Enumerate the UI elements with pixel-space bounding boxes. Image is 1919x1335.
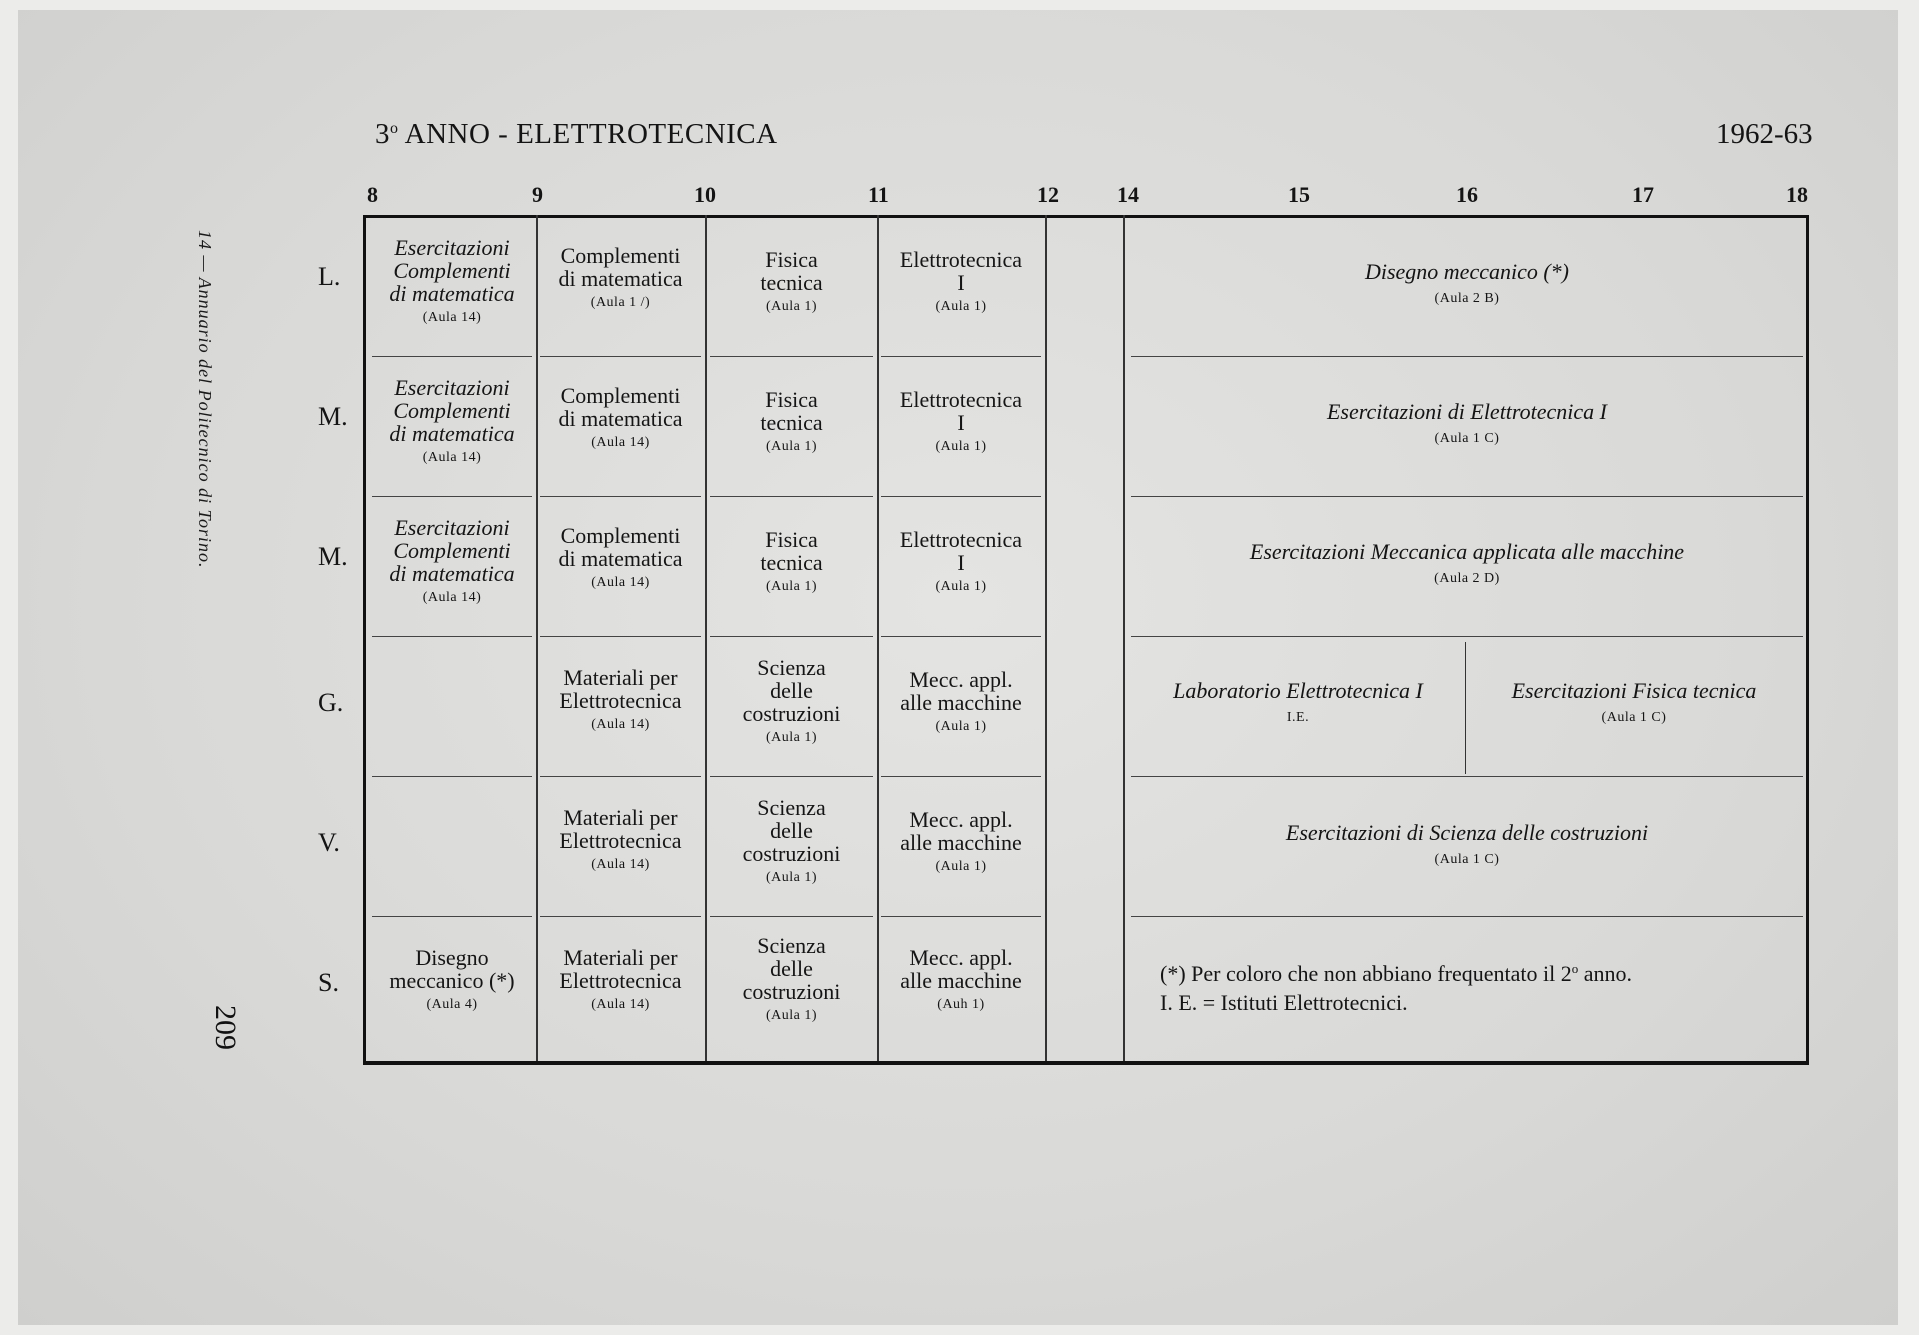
room-label: (Aula 1) (935, 439, 987, 455)
hour-label-9: 9 (532, 182, 543, 207)
day-label-sabato: S. (318, 968, 339, 997)
cell-line: Scienza (757, 655, 826, 680)
footnote-1-ordinal: o (1571, 961, 1579, 976)
cell-mercoledi-afternoon (1131, 539, 1803, 587)
cell-line: Fisica (765, 387, 818, 412)
cell-martedi-10 (708, 388, 875, 455)
hour-label-17: 17 (1632, 182, 1654, 207)
room-label: (Aula 4) (426, 997, 478, 1013)
column-divider (877, 215, 879, 1061)
cell-martedi-9 (538, 384, 703, 451)
row-divider (710, 916, 873, 917)
cell-line: Complementi (393, 538, 511, 564)
row-divider (1131, 636, 1803, 637)
cell-lunedi-8 (370, 236, 534, 326)
room-label: (Aula 1) (765, 299, 818, 315)
row-divider (881, 916, 1041, 917)
cell-sabato-8 (370, 946, 534, 1013)
cell-line: di matematica (389, 281, 515, 307)
cell-line: Elettrotecnica (899, 247, 1023, 272)
cell-line: Elettrotecnica (899, 387, 1023, 412)
room-label: (Aula 14) (591, 717, 650, 733)
cell-line: di matematica (389, 421, 515, 447)
row-divider (540, 496, 701, 497)
room-label: (Aula 1) (765, 439, 818, 455)
room-label: (Aula 1) (765, 870, 818, 886)
row-divider (372, 776, 532, 777)
cell-line: meccanico (*) (389, 968, 515, 994)
cell-line: tecnica (760, 270, 823, 296)
room-label: (Aula 14) (591, 857, 650, 873)
row-divider (881, 636, 1041, 637)
cell-venerdi-11 (879, 808, 1043, 875)
row-divider (710, 776, 873, 777)
row-divider (540, 356, 701, 357)
cell-line: Complementi (560, 523, 681, 548)
row-divider (372, 636, 532, 637)
cell-venerdi-afternoon (1131, 820, 1803, 868)
title-ordinal: o (390, 120, 399, 137)
title-number: 3 (375, 118, 390, 150)
day-label-martedi: M. (318, 402, 348, 431)
room-label: (Aula 1) (765, 579, 818, 595)
hour-label-11: 11 (868, 182, 889, 207)
cell-venerdi-10 (708, 796, 875, 886)
footnote-1-end: anno. (1578, 961, 1633, 986)
cell-line: Esercitazioni (394, 375, 510, 400)
cell-line: Scienza (757, 933, 826, 958)
cell-line: Complementi (560, 383, 681, 408)
cell-line: costruzioni (742, 979, 841, 1005)
page-number: 209 (209, 1005, 242, 1050)
cell-line: I (957, 410, 965, 436)
cell-line: Complementi (393, 398, 511, 424)
cell-sabato-9 (538, 946, 703, 1013)
row-divider (710, 356, 873, 357)
academic-year: 1962-63 (1716, 118, 1813, 150)
cell-lunedi-afternoon (1131, 259, 1803, 307)
cell-martedi-11 (879, 388, 1043, 455)
cell-martedi-8 (370, 376, 534, 466)
cell-line: Disegno (415, 945, 489, 970)
row-divider (540, 636, 701, 637)
footnote-1-text: (*) Per coloro che non abbiano frequentato il 2 (1160, 961, 1572, 986)
room-label: (Aula 1 C) (1434, 852, 1500, 867)
cell-line: Disegno meccanico (*) (1364, 259, 1570, 284)
cell-line: delle (770, 956, 813, 982)
cell-line: Laboratorio Elettrotecnica I (1173, 678, 1423, 703)
cell-line: Elettrotecnica (559, 828, 682, 854)
cell-line: tecnica (760, 550, 823, 576)
cell-line: delle (770, 678, 813, 704)
room-label: (Aula 14) (591, 997, 650, 1013)
cell-line: I (957, 270, 965, 296)
cell-line: Scienza (757, 795, 826, 820)
row-divider (372, 356, 532, 357)
row-divider (1131, 356, 1803, 357)
cell-line: Mecc. appl. (909, 945, 1013, 970)
cell-giovedi-11 (879, 668, 1043, 735)
row-divider (372, 496, 532, 497)
row-divider (710, 496, 873, 497)
cell-line: Complementi (560, 243, 681, 268)
cell-mercoledi-9 (538, 524, 703, 591)
room-label: (Aula 1) (935, 719, 987, 735)
row-divider (540, 916, 701, 917)
room-label: (Aula 14) (422, 590, 482, 606)
cell-line: Mecc. appl. (909, 807, 1013, 832)
room-label: (Aula 1) (765, 1008, 818, 1024)
cell-line: Mecc. appl. (909, 667, 1013, 692)
room-label: (Aula 2 B) (1434, 291, 1500, 306)
cell-mercoledi-8 (370, 516, 534, 606)
cell-line: Fisica (765, 527, 818, 552)
room-label: (Auh 1) (937, 997, 985, 1013)
footnote-2: I. E. = Istituti Elettrotecnici. (1160, 989, 1408, 1015)
column-divider (1045, 215, 1047, 1061)
cell-line: di matematica (558, 266, 683, 292)
title-text: ANNO - ELETTROTECNICA (398, 118, 778, 150)
room-label: (Aula 1 C) (1601, 710, 1667, 725)
cell-line: di matematica (558, 546, 683, 572)
footnotes (1160, 960, 1800, 1017)
cell-line: tecnica (760, 410, 823, 436)
timetable-grid (363, 215, 1809, 1065)
cell-line: Elettrotecnica (899, 527, 1023, 552)
room-label: (Aula 1 C) (1434, 431, 1500, 446)
cell-martedi-afternoon (1131, 399, 1803, 447)
cell-line: Esercitazioni di Scienza delle costruzioni (1285, 820, 1649, 845)
cell-line: Materiali per (563, 805, 678, 830)
row-divider (1131, 496, 1803, 497)
cell-giovedi-afternoon-right (1469, 678, 1799, 726)
cell-line: delle (770, 818, 813, 844)
day-label-mercoledi: M. (318, 542, 348, 571)
room-label: (Aula 1) (765, 730, 818, 746)
cell-line: Elettrotecnica (559, 688, 682, 714)
row-divider (881, 496, 1041, 497)
row-divider (540, 776, 701, 777)
room-label: (Aula 14) (422, 310, 482, 326)
cell-lunedi-11 (879, 248, 1043, 315)
cell-line: Elettrotecnica (559, 968, 682, 994)
cell-mercoledi-10 (708, 528, 875, 595)
column-divider (705, 215, 707, 1061)
cell-line: di matematica (389, 561, 515, 587)
cell-line: Materiali per (563, 665, 678, 690)
cell-line: costruzioni (742, 701, 841, 727)
hour-label-15: 15 (1288, 182, 1310, 207)
cell-lunedi-9 (538, 244, 703, 311)
cell-line: Fisica (765, 247, 818, 272)
cell-line: Complementi (393, 258, 511, 284)
cell-line: alle macchine (900, 968, 1022, 994)
hour-label-14: 14 (1117, 182, 1139, 207)
cell-line: Materiali per (563, 945, 678, 970)
hour-label-16: 16 (1456, 182, 1478, 207)
cell-line: alle macchine (900, 830, 1022, 856)
row-divider (372, 916, 532, 917)
room-label: (Aula 1) (935, 579, 987, 595)
room-label: (Aula 1 /) (590, 295, 651, 311)
cell-line: Esercitazioni Meccanica applicata alle macchine (1249, 539, 1685, 564)
row-divider (1131, 916, 1803, 917)
hour-label-8: 8 (367, 182, 378, 207)
footnote-1 (1160, 960, 1800, 989)
cell-line: alle macchine (900, 690, 1022, 716)
cell-giovedi-9 (538, 666, 703, 733)
cell-line: Esercitazioni (394, 235, 510, 260)
cell-line: di matematica (558, 406, 683, 432)
cell-mercoledi-11 (879, 528, 1043, 595)
running-head: 14 — Annuario del Politecnico di Torino. (195, 230, 215, 569)
row-divider (1131, 776, 1803, 777)
room-label: (Aula 14) (591, 435, 650, 451)
cell-lunedi-10 (708, 248, 875, 315)
cell-line: Esercitazioni Fisica tecnica (1511, 678, 1757, 703)
column-divider (1123, 215, 1125, 1061)
hour-label-18: 18 (1786, 182, 1808, 207)
room-label: (Aula 2 D) (1434, 571, 1500, 586)
room-label: (Aula 1) (935, 859, 987, 875)
column-divider (536, 215, 538, 1061)
row-divider (881, 776, 1041, 777)
room-label: I.E. (1286, 710, 1310, 725)
split-divider (1465, 642, 1466, 774)
room-label: (Aula 14) (422, 450, 482, 466)
cell-line: Esercitazioni di Elettrotecnica I (1326, 399, 1608, 424)
cell-venerdi-9 (538, 806, 703, 873)
cell-line: I (957, 550, 965, 576)
hour-label-10: 10 (694, 182, 716, 207)
hour-label-12: 12 (1037, 182, 1059, 207)
row-divider (881, 356, 1041, 357)
cell-giovedi-10 (708, 656, 875, 746)
cell-sabato-10 (708, 934, 875, 1024)
cell-line: costruzioni (742, 841, 841, 867)
day-label-giovedi: G. (318, 688, 344, 717)
day-label-venerdi: V. (318, 828, 340, 857)
day-label-lunedi: L. (318, 262, 341, 291)
room-label: (Aula 1) (935, 299, 987, 315)
cell-sabato-11 (879, 946, 1043, 1013)
room-label: (Aula 14) (591, 575, 650, 591)
row-divider (710, 636, 873, 637)
cell-line: Esercitazioni (394, 515, 510, 540)
page-title (375, 118, 778, 151)
cell-giovedi-afternoon-left (1135, 678, 1461, 726)
